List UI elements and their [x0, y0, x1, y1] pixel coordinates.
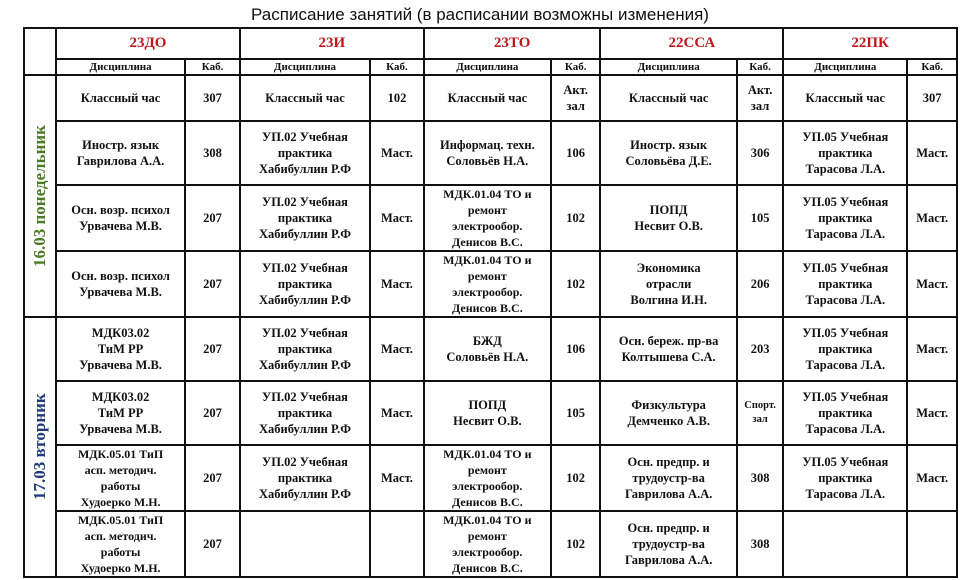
discipline-cell: Классный час: [600, 75, 736, 121]
room-cell: 102: [551, 251, 601, 317]
room-cell: 207: [185, 511, 240, 577]
day-label: 16.03 понедельник: [24, 75, 56, 317]
discipline-cell: Классный час: [783, 75, 907, 121]
room-cell: 308: [737, 445, 784, 511]
group-header-23do: 23ДО: [56, 28, 240, 59]
discipline-cell: Иностр. язык Соловьёва Д.Е.: [600, 121, 736, 185]
group-header-row: [24, 28, 957, 59]
schedule-table: [23, 27, 958, 578]
room-header: Каб.: [907, 59, 957, 75]
discipline-cell: МДК.05.01 ТиП асп. методич. работы Худоерко М.Н.: [56, 511, 185, 577]
room-cell: Маст.: [907, 317, 957, 381]
discipline-cell: УП.05 Учебная практика Тарасова Л.А.: [783, 381, 907, 445]
room-cell: Маст.: [907, 445, 957, 511]
room-cell: Маст.: [370, 185, 424, 251]
room-cell: 207: [185, 381, 240, 445]
discipline-cell: УП.02 Учебная практика Хабибуллин Р.Ф: [240, 381, 370, 445]
room-cell: Маст.: [370, 251, 424, 317]
lesson-row: [24, 381, 957, 445]
room-cell: 102: [551, 445, 601, 511]
discipline-cell: УП.05 Учебная практика Тарасова Л.А.: [783, 121, 907, 185]
room-cell: Акт. зал: [551, 75, 601, 121]
room-header: Каб.: [551, 59, 601, 75]
discipline-cell: Информац. техн. Соловьёв Н.А.: [424, 121, 551, 185]
discipline-cell: МДК.01.04 ТО и ремонт электрообор. Денисов В.С.: [424, 251, 551, 317]
discipline-cell: УП.02 Учебная практика Хабибуллин Р.Ф: [240, 445, 370, 511]
room-header: Каб.: [185, 59, 240, 75]
group-header-22pk: 22ПК: [783, 28, 957, 59]
room-cell: [907, 511, 957, 577]
room-cell: [370, 511, 424, 577]
room-cell: 308: [185, 121, 240, 185]
room-cell: 203: [737, 317, 784, 381]
discipline-cell: МДК.05.01 ТиП асп. методич. работы Худоерко М.Н.: [56, 445, 185, 511]
room-cell: 106: [551, 121, 601, 185]
room-cell: 105: [737, 185, 784, 251]
room-cell: 102: [551, 185, 601, 251]
discipline-cell: УП.02 Учебная практика Хабибуллин Р.Ф: [240, 121, 370, 185]
lesson-row: [24, 317, 957, 381]
discipline-cell: Осн. предпр. и трудоустр-ва Гаврилова А.А.: [600, 445, 736, 511]
group-header-23to: 23ТО: [424, 28, 601, 59]
discipline-cell: Осн. возр. психол Урвачева М.В.: [56, 251, 185, 317]
discipline-cell: УП.02 Учебная практика Хабибуллин Р.Ф: [240, 317, 370, 381]
discipline-cell: Физкультура Демченко А.В.: [600, 381, 736, 445]
room-cell: 207: [185, 185, 240, 251]
room-cell: Спорт. зал: [737, 381, 784, 445]
room-cell: 102: [370, 75, 424, 121]
room-cell: Маст.: [370, 381, 424, 445]
discipline-header: Дисциплина: [56, 59, 185, 75]
room-cell: Маст.: [907, 121, 957, 185]
day-label: 17.03 вторник: [24, 317, 56, 577]
discipline-cell: МДК.01.04 ТО и ремонт электрообор. Денисов В.С.: [424, 445, 551, 511]
corner-cell: [24, 28, 56, 75]
discipline-cell: Осн. возр. психол Урвачева М.В.: [56, 185, 185, 251]
column-header-row: [24, 59, 957, 75]
discipline-cell: МДК.01.04 ТО и ремонт электрообор. Денисов В.С.: [424, 185, 551, 251]
room-cell: Акт. зал: [737, 75, 784, 121]
group-header-22ssa: 22ССА: [600, 28, 783, 59]
room-cell: 105: [551, 381, 601, 445]
lesson-row: [24, 185, 957, 251]
discipline-cell: Экономика отрасли Волгина И.Н.: [600, 251, 736, 317]
discipline-header: Дисциплина: [600, 59, 736, 75]
room-cell: Маст.: [370, 121, 424, 185]
discipline-cell: Осн. береж. пр-ва Колтышева С.А.: [600, 317, 736, 381]
room-cell: 307: [907, 75, 957, 121]
room-cell: 106: [551, 317, 601, 381]
discipline-cell: ПОПД Несвит О.В.: [600, 185, 736, 251]
room-header: Каб.: [370, 59, 424, 75]
discipline-cell: УП.02 Учебная практика Хабибуллин Р.Ф: [240, 185, 370, 251]
discipline-cell: МДК.01.04 ТО и ремонт электрообор. Денисов В.С.: [424, 511, 551, 577]
room-cell: 102: [551, 511, 601, 577]
discipline-cell: Классный час: [424, 75, 551, 121]
group-header-23i: 23И: [240, 28, 424, 59]
lesson-row: [24, 445, 957, 511]
discipline-cell: УП.05 Учебная практика Тарасова Л.А.: [783, 445, 907, 511]
discipline-cell: [783, 511, 907, 577]
room-cell: Маст.: [907, 185, 957, 251]
room-cell: Маст.: [907, 381, 957, 445]
lesson-row: [24, 75, 957, 121]
room-cell: 207: [185, 445, 240, 511]
room-cell: 306: [737, 121, 784, 185]
discipline-cell: ПОПД Несвит О.В.: [424, 381, 551, 445]
room-cell: 307: [185, 75, 240, 121]
discipline-cell: УП.02 Учебная практика Хабибуллин Р.Ф: [240, 251, 370, 317]
discipline-cell: Иностр. язык Гаврилова А.А.: [56, 121, 185, 185]
discipline-cell: Осн. предпр. и трудоустр-ва Гаврилова А.А.: [600, 511, 736, 577]
discipline-cell: УП.05 Учебная практика Тарасова Л.А.: [783, 317, 907, 381]
discipline-cell: МДК03.02 ТиМ РР Урвачева М.В.: [56, 317, 185, 381]
discipline-cell: БЖД Соловьёв Н.А.: [424, 317, 551, 381]
room-cell: 207: [185, 251, 240, 317]
lesson-row: [24, 511, 957, 577]
discipline-cell: МДК03.02 ТиМ РР Урвачева М.В.: [56, 381, 185, 445]
discipline-cell: [240, 511, 370, 577]
discipline-header: Дисциплина: [783, 59, 907, 75]
room-cell: 207: [185, 317, 240, 381]
discipline-cell: Классный час: [56, 75, 185, 121]
room-header: Каб.: [737, 59, 784, 75]
discipline-cell: УП.05 Учебная практика Тарасова Л.А.: [783, 251, 907, 317]
lesson-row: [24, 251, 957, 317]
room-cell: Маст.: [370, 445, 424, 511]
room-cell: Маст.: [370, 317, 424, 381]
page-title: Расписание занятий (в расписании возможны изменения): [251, 5, 709, 24]
discipline-cell: Классный час: [240, 75, 370, 121]
room-cell: Маст.: [907, 251, 957, 317]
room-cell: 308: [737, 511, 784, 577]
schedule-body: [24, 75, 957, 577]
discipline-header: Дисциплина: [240, 59, 370, 75]
room-cell: 206: [737, 251, 784, 317]
discipline-header: Дисциплина: [424, 59, 551, 75]
lesson-row: [24, 121, 957, 185]
discipline-cell: УП.05 Учебная практика Тарасова Л.А.: [783, 185, 907, 251]
